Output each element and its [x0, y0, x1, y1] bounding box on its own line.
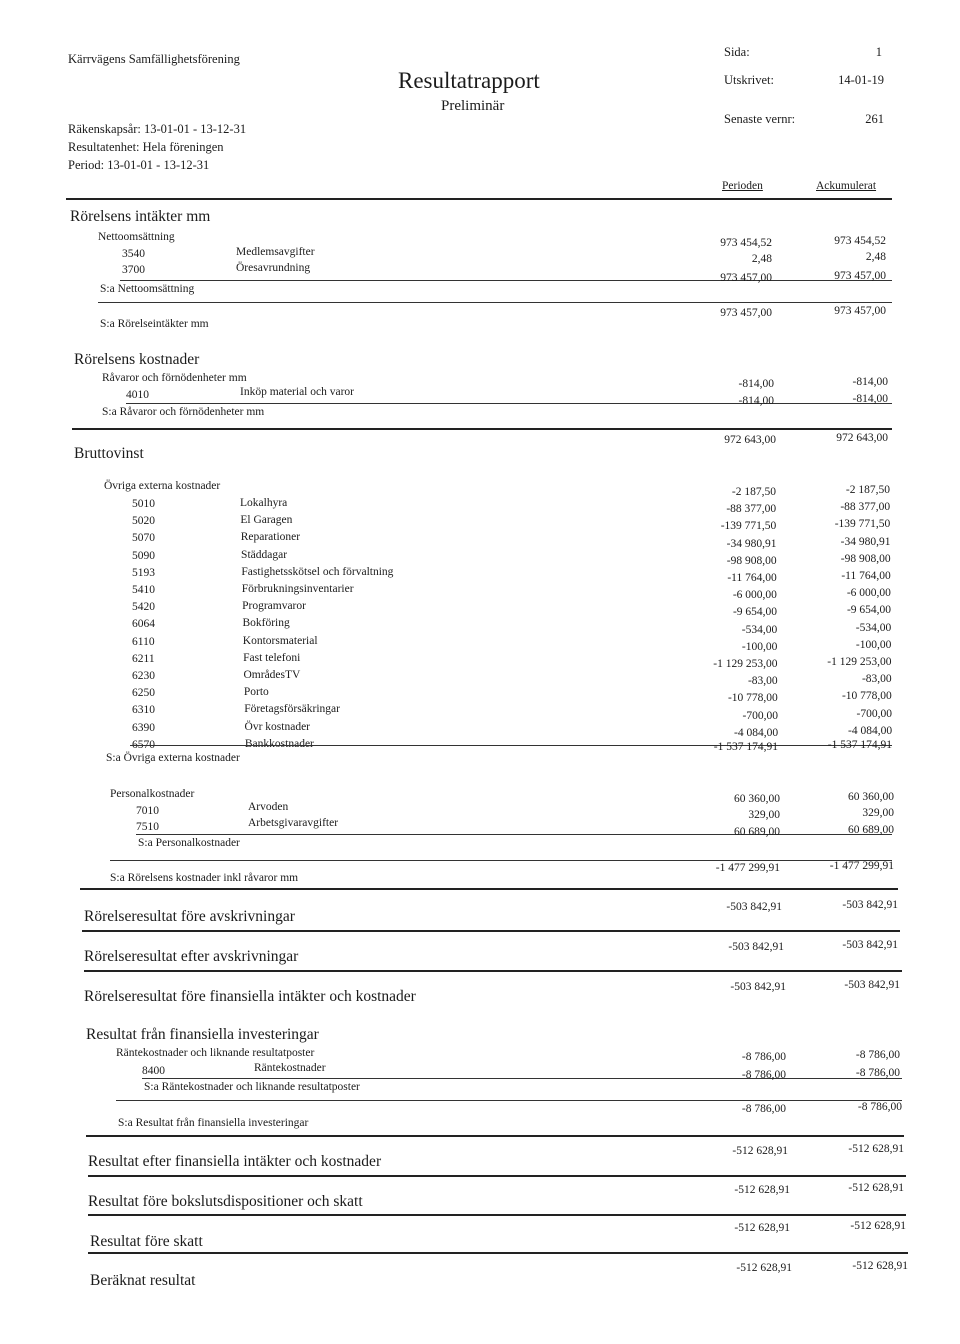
accum-value: -83,00 — [861, 673, 892, 686]
accum-value: -1 129 253,00 — [827, 656, 892, 668]
section-divider — [88, 1252, 908, 1254]
row-divider — [126, 403, 892, 404]
account-name: Bankkostnader — [244, 737, 314, 750]
page-label: Sida: — [724, 45, 750, 59]
org-name: Kärrvägens Samfällighetsförening — [68, 52, 240, 66]
account-number: 6570 — [132, 738, 155, 751]
period-value: -8 786,00 — [741, 1051, 786, 1063]
account-name: Städdagar — [241, 548, 288, 561]
total-accum: -1 477 299,91 — [829, 860, 894, 872]
result-period: -503 842,91 — [728, 941, 784, 953]
account-name: Lokalhyra — [240, 497, 288, 509]
account-name: Kontorsmaterial — [242, 634, 318, 647]
total-label: S:a Rörelseintäkter mm — [100, 318, 209, 330]
total-label: S:a Rörelsens kostnader inkl råvaror mm — [110, 872, 299, 884]
subsection-heading: Råvaror och förnödenheter mm — [102, 372, 247, 384]
account-number: 6230 — [132, 670, 155, 682]
accum-value: 973 454,52 — [834, 235, 886, 247]
fiscal-year: Räkenskapsår: 13-01-01 - 13-12-31 — [68, 122, 247, 136]
account-name: Bokföring — [242, 617, 290, 630]
account-number: 4010 — [126, 389, 149, 401]
period-value: -98 908,00 — [726, 554, 777, 567]
subtotal-label: S:a Nettoomsättning — [100, 283, 195, 295]
period-value: -139 771,50 — [720, 520, 777, 533]
account-name: OmrådesTV — [243, 669, 301, 681]
col-period-header: Perioden — [722, 180, 763, 192]
section-divider — [80, 888, 898, 890]
account-name: Reparationer — [240, 531, 301, 544]
final-result-accum: -512 628,91 — [852, 1260, 908, 1272]
period-value: -1 129 253,00 — [713, 658, 778, 670]
accum-value: -100,00 — [855, 638, 892, 651]
period-value: -88 377,00 — [726, 503, 777, 516]
subtotal-accum: 973 457,00 — [834, 270, 886, 282]
section-divider — [82, 930, 900, 932]
accum-value: -88 377,00 — [840, 501, 891, 514]
account-number: 6310 — [132, 704, 155, 717]
subtotal-period: 60 689,00 — [734, 826, 780, 838]
account-number: 5193 — [132, 566, 155, 579]
period-value: -6 000,00 — [732, 589, 777, 602]
gross-profit-period: 972 643,00 — [724, 434, 776, 446]
ver-label: Senaste vernr: — [724, 112, 796, 126]
accum-value: -98 908,00 — [840, 552, 891, 565]
account-name: Porto — [243, 686, 269, 699]
row-divider — [116, 1100, 902, 1101]
final-result-accum: -512 628,91 — [848, 1182, 904, 1194]
subtotal-label: S:a Övriga externa kostnader — [106, 752, 240, 764]
row-divider — [120, 280, 892, 281]
result-accum: -503 842,91 — [844, 979, 900, 991]
result-unit: Resultatenhet: Hela föreningen — [68, 140, 224, 154]
period: Period: 13-01-01 - 13-12-31 — [68, 158, 210, 172]
subtotal-label: S:a Personalkostnader — [138, 837, 240, 849]
period-value: 2,48 — [751, 253, 772, 265]
period-value: -10 778,00 — [727, 692, 778, 705]
final-result-period: -512 628,91 — [736, 1262, 792, 1274]
final-result-period: -512 628,91 — [732, 1145, 788, 1157]
section-divider — [84, 970, 902, 972]
subsection-heading: Nettoomsättning — [98, 231, 175, 243]
final-result-accum: -512 628,91 — [850, 1220, 906, 1232]
accum-value: -11 764,00 — [841, 570, 891, 582]
period-value: 329,00 — [748, 809, 780, 821]
period-value: -2 187,50 — [731, 486, 776, 498]
period-value: 973 454,52 — [720, 237, 772, 249]
section-heading: Rörelsens intäkter mm — [70, 208, 211, 225]
account-number: 6250 — [132, 687, 155, 700]
account-name: Inköp material och varor — [240, 386, 354, 398]
page-value: 1 — [875, 45, 882, 59]
account-name: Övr kostnader — [244, 720, 311, 733]
total-accum: 973 457,00 — [834, 305, 886, 317]
account-number: 5020 — [132, 515, 155, 528]
account-number: 5410 — [132, 584, 155, 596]
period-value: -11 764,00 — [727, 572, 777, 584]
row-divider — [110, 860, 892, 861]
result-period: -503 842,91 — [726, 901, 782, 913]
final-result-label: Beräknat resultat — [90, 1272, 196, 1289]
accum-value: -2 187,50 — [845, 484, 890, 496]
account-name: Medlemsavgifter — [236, 246, 315, 258]
account-number: 5070 — [132, 532, 155, 545]
account-name: Fastighetsskötsel och förvaltning — [241, 565, 394, 578]
section-divider — [88, 1175, 906, 1177]
section-divider — [88, 1214, 906, 1216]
period-value: -9 654,00 — [732, 606, 778, 619]
header-divider — [66, 198, 892, 200]
result-label: Rörelseresultat efter avskrivningar — [84, 948, 299, 965]
subsection-heading: Personalkostnader — [110, 788, 195, 800]
section-heading: Rörelsens kostnader — [74, 351, 200, 368]
subtotal-period: 973 457,00 — [720, 272, 772, 284]
ver-value: 261 — [865, 112, 884, 126]
final-result-period: -512 628,91 — [734, 1184, 790, 1196]
accum-value: -4 084,00 — [848, 724, 893, 737]
period-value: -814,00 — [738, 378, 774, 390]
accum-value: -814,00 — [852, 376, 888, 388]
account-number: 6064 — [132, 618, 155, 631]
gross-profit-label: Bruttovinst — [74, 445, 144, 462]
account-number: 5010 — [132, 498, 155, 510]
accum-value: -8 786,00 — [855, 1049, 900, 1061]
accum-value: -6 000,00 — [846, 587, 891, 600]
account-name: Förbrukningsinventarier — [241, 583, 354, 595]
subtotal-period: -8 786,00 — [741, 1069, 786, 1081]
period-value: -700,00 — [742, 709, 778, 722]
row-divider — [98, 302, 892, 303]
accum-value: -9 654,00 — [846, 604, 892, 617]
subtotal-accum: 60 689,00 — [848, 824, 894, 836]
final-result-label: Resultat före skatt — [90, 1233, 203, 1250]
subtotal-accum: -8 786,00 — [855, 1067, 900, 1079]
subsection-heading: Räntekostnader och liknande resultatposter — [116, 1047, 315, 1059]
section-heading: Resultat från finansiella investeringar — [86, 1026, 319, 1043]
result-period: -503 842,91 — [730, 981, 786, 993]
accum-value: -700,00 — [856, 707, 892, 720]
account-number: 6110 — [132, 635, 155, 648]
account-name: El Garagen — [240, 514, 293, 527]
result-label: Rörelseresultat före finansiella intäkter och kostnader — [84, 988, 416, 1005]
report-subtitle: Preliminär — [441, 98, 505, 114]
accum-value: 60 360,00 — [848, 791, 894, 803]
total-period: -1 477 299,91 — [715, 862, 780, 874]
gross-profit-accum: 972 643,00 — [836, 432, 888, 444]
result-accum: -503 842,91 — [842, 939, 898, 951]
account-name: Arvoden — [248, 801, 289, 813]
accum-value: 2,48 — [865, 251, 886, 263]
period-value: 60 360,00 — [734, 793, 780, 805]
row-divider — [142, 1078, 902, 1079]
account-name: Öresavrundning — [236, 262, 311, 274]
col-accum-header: Ackumulerat — [816, 180, 877, 192]
total-period: -8 786,00 — [741, 1103, 786, 1115]
period-value: -534,00 — [741, 623, 778, 636]
account-name: Arbetsgivaravgifter — [248, 817, 339, 829]
account-number: 7510 — [136, 821, 159, 833]
final-result-period: -512 628,91 — [734, 1222, 790, 1234]
period-value: -83,00 — [747, 675, 778, 688]
subsection-heading: Övriga externa kostnader — [104, 480, 221, 492]
accum-value: -139 771,50 — [834, 518, 891, 531]
account-name: Fast telefoni — [243, 651, 301, 664]
subtotal-accum: -1 537 174,91 — [827, 739, 892, 751]
account-number: 6211 — [132, 652, 155, 665]
account-name: Företagsförsäkringar — [244, 703, 340, 716]
account-number: 3540 — [122, 248, 145, 260]
subtotal-label: S:a Råvaror och förnödenheter mm — [102, 406, 265, 418]
total-label: S:a Resultat från finansiella investeringar — [118, 1117, 309, 1129]
printed-label: Utskrivet: — [724, 73, 774, 87]
subtotal-label: S:a Räntekostnader och liknande resultatposter — [144, 1081, 360, 1093]
printed-value: 14-01-19 — [838, 73, 884, 87]
subtotal-period: -814,00 — [738, 395, 774, 407]
account-number: 5420 — [132, 601, 155, 614]
account-name: Räntekostnader — [254, 1062, 326, 1074]
period-value: -34 980,91 — [726, 537, 777, 550]
final-result-label: Resultat före bokslutsdispositioner och skatt — [88, 1193, 363, 1210]
subtotal-period: -1 537 174,91 — [713, 741, 778, 753]
result-label: Rörelseresultat före avskrivningar — [84, 908, 295, 925]
report-title: Resultatrapport — [398, 68, 540, 93]
total-period: 973 457,00 — [720, 307, 772, 319]
account-number: 3700 — [122, 264, 145, 276]
account-number: 8400 — [142, 1065, 165, 1077]
account-number: 5090 — [132, 549, 155, 562]
period-value: -100,00 — [741, 640, 778, 653]
section-divider — [86, 1135, 904, 1137]
accum-value: -534,00 — [855, 621, 892, 634]
accum-value: 329,00 — [862, 807, 894, 819]
accum-value: -34 980,91 — [840, 535, 891, 548]
result-accum: -503 842,91 — [842, 899, 898, 911]
subtotal-accum: -814,00 — [852, 393, 888, 405]
accum-value: -10 778,00 — [841, 690, 892, 703]
account-number: 7010 — [136, 805, 159, 817]
final-result-label: Resultat efter finansiella intäkter och kostnader — [88, 1153, 382, 1170]
total-accum: -8 786,00 — [857, 1101, 902, 1113]
account-name: Programvaror — [242, 600, 306, 613]
account-number: 6390 — [132, 721, 155, 734]
period-value: -4 084,00 — [734, 726, 779, 739]
final-result-accum: -512 628,91 — [848, 1143, 904, 1155]
section-divider — [72, 428, 892, 430]
